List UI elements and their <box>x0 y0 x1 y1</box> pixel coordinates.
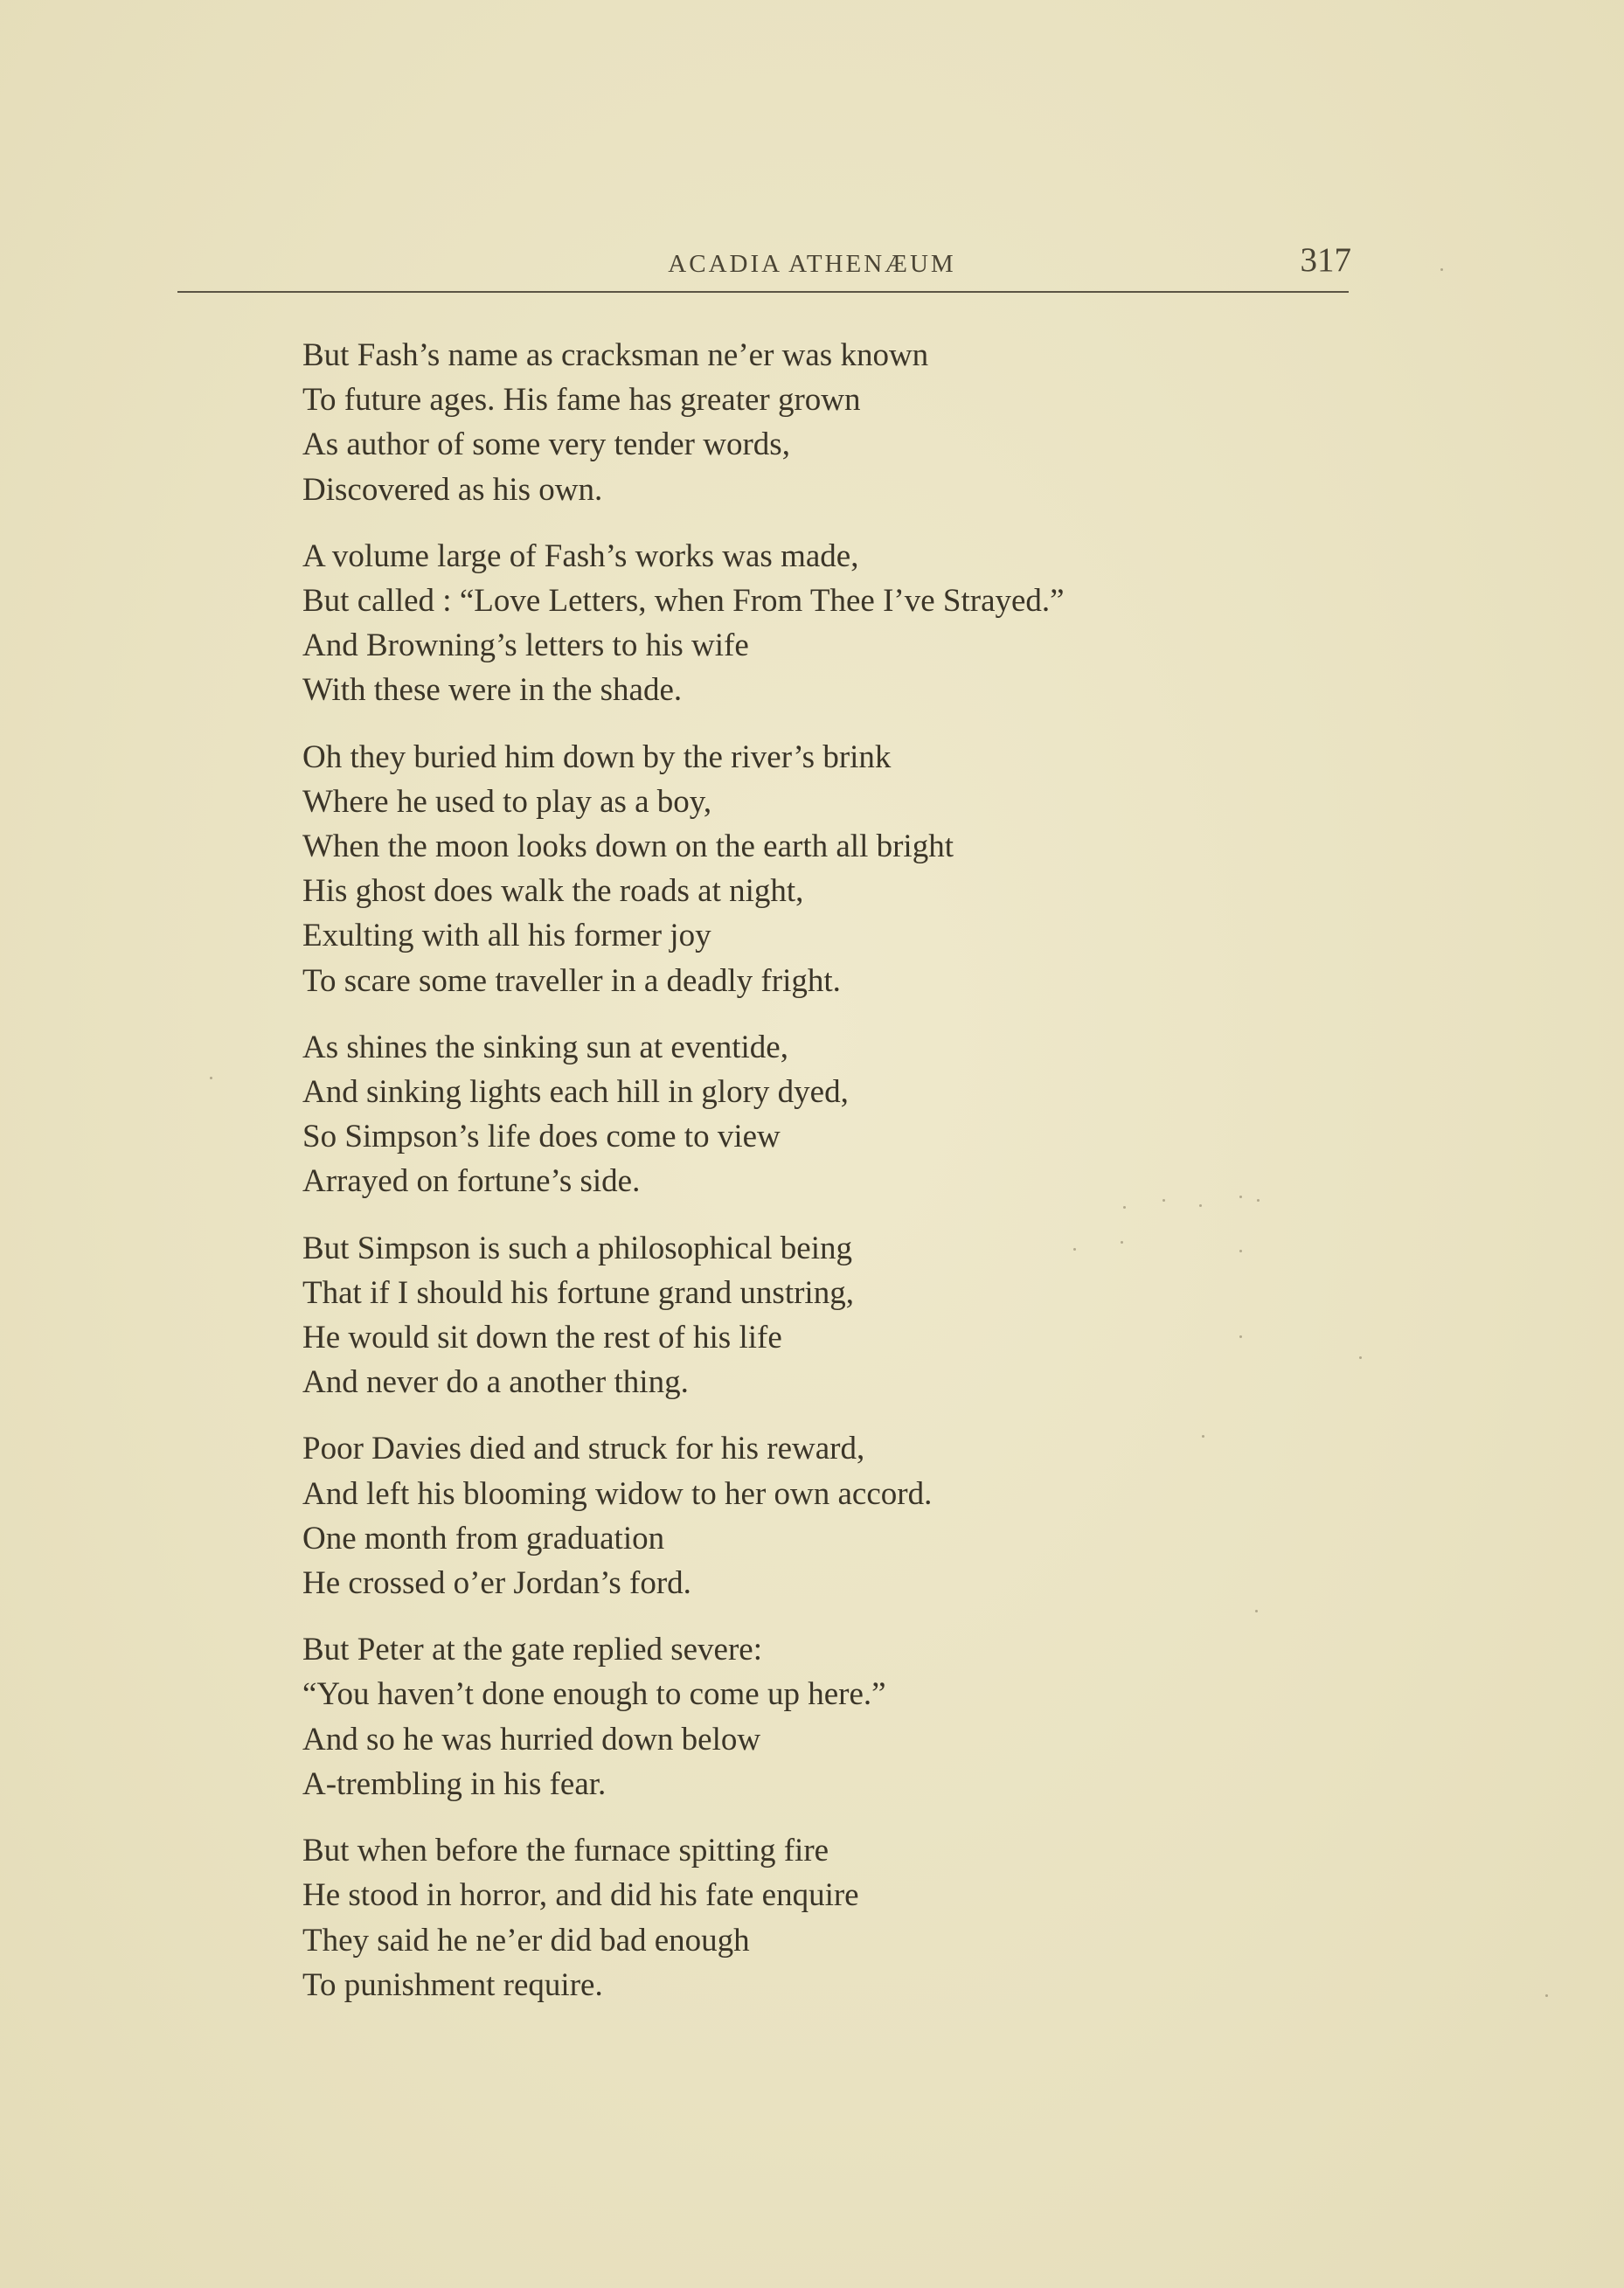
poem-line: A volume large of Fash’s works was made, <box>302 537 859 574</box>
poem-line: Where he used to play as a boy, <box>302 783 712 820</box>
paper-speck <box>1121 1241 1123 1244</box>
stanza <box>302 534 1351 713</box>
poem-line: One month from graduation <box>302 1520 665 1557</box>
poem-line: To scare some traveller in a deadly fright. <box>302 962 841 999</box>
poem-line: His ghost does walk the roads at night, <box>302 873 804 910</box>
stanza <box>302 1226 1351 1405</box>
poem-line: They said he ne’er did bad enough <box>302 1922 750 1959</box>
poem-line: As author of some very tender words, <box>302 426 790 463</box>
poem-line: A-trembling in his fear. <box>302 1765 607 1802</box>
poem-line: But Fash’s name as cracksman ne’er was known <box>302 337 929 373</box>
stanza <box>302 333 1351 512</box>
paper-speck <box>1239 1196 1242 1198</box>
stanza <box>302 1828 1351 2007</box>
paper-speck <box>1199 1204 1202 1207</box>
stanza <box>302 1025 1351 1204</box>
poem-line: And so he was hurried down below <box>302 1721 761 1758</box>
poem-line: As shines the sinking sun at eventide, <box>302 1029 788 1065</box>
paper-speck <box>1123 1206 1126 1209</box>
poem-line: And Browning’s letters to his wife <box>302 627 749 664</box>
poem-line: He would sit down the rest of his life <box>302 1320 782 1356</box>
paper-speck <box>210 1077 212 1079</box>
poem <box>302 333 1351 2029</box>
poem-line: When the moon looks down on the earth all bright <box>302 829 954 865</box>
poem-line: But called : “Love Letters, when From Thee I’ve Strayed.” <box>302 583 1065 620</box>
poem-line: With these were in the shade. <box>302 672 683 709</box>
poem-line: But when before the furnace spitting fire <box>302 1833 829 1869</box>
stanza <box>302 1627 1351 1806</box>
paper-speck <box>1239 1335 1242 1338</box>
poem-line: That if I should his fortune grand unstring, <box>302 1274 854 1311</box>
poem-line: Oh they buried him down by the river’s brink <box>302 738 892 775</box>
poem-line: Arrayed on fortune’s side. <box>302 1163 641 1200</box>
paper-speck <box>1257 1199 1260 1202</box>
poem-line: But Peter at the gate replied severe: <box>302 1632 763 1668</box>
poem-line: He stood in horror, and did his fate enquire <box>302 1877 859 1914</box>
poem-line: And left his blooming widow to her own accord. <box>302 1475 933 1512</box>
paper-speck <box>1545 1994 1548 1997</box>
paper-speck <box>1255 1610 1258 1612</box>
paper-speck <box>1440 268 1443 271</box>
page-number: 317 <box>1300 241 1351 279</box>
running-header: ACADIA ATHENÆUM <box>668 250 956 278</box>
poem-line: Discovered as his own. <box>302 471 603 508</box>
paper-speck <box>1359 1356 1362 1359</box>
stanza <box>302 1426 1351 1605</box>
poem-line: And sinking lights each hill in glory dyed, <box>302 1074 849 1111</box>
poem-line: So Simpson’s life does come to view <box>302 1119 781 1155</box>
paper-speck <box>1202 1435 1204 1438</box>
header-rule <box>177 291 1349 293</box>
poem-line: And never do a another thing. <box>302 1364 689 1401</box>
paper-speck <box>1239 1250 1242 1252</box>
poem-line: Poor Davies died and struck for his reward, <box>302 1431 865 1467</box>
paper-speck <box>1073 1248 1076 1251</box>
poem-line: “You haven’t done enough to come up here.” <box>302 1676 886 1713</box>
poem-line: Exulting with all his former joy <box>302 918 711 954</box>
poem-line: But Simpson is such a philosophical being <box>302 1230 852 1266</box>
poem-line: He crossed o’er Jordan’s ford. <box>302 1565 691 1602</box>
stanza <box>302 735 1351 1003</box>
poem-line: To punishment require. <box>302 1966 603 2003</box>
poem-line: To future ages. His fame has greater grown <box>302 382 861 419</box>
paper-speck <box>1162 1199 1165 1202</box>
